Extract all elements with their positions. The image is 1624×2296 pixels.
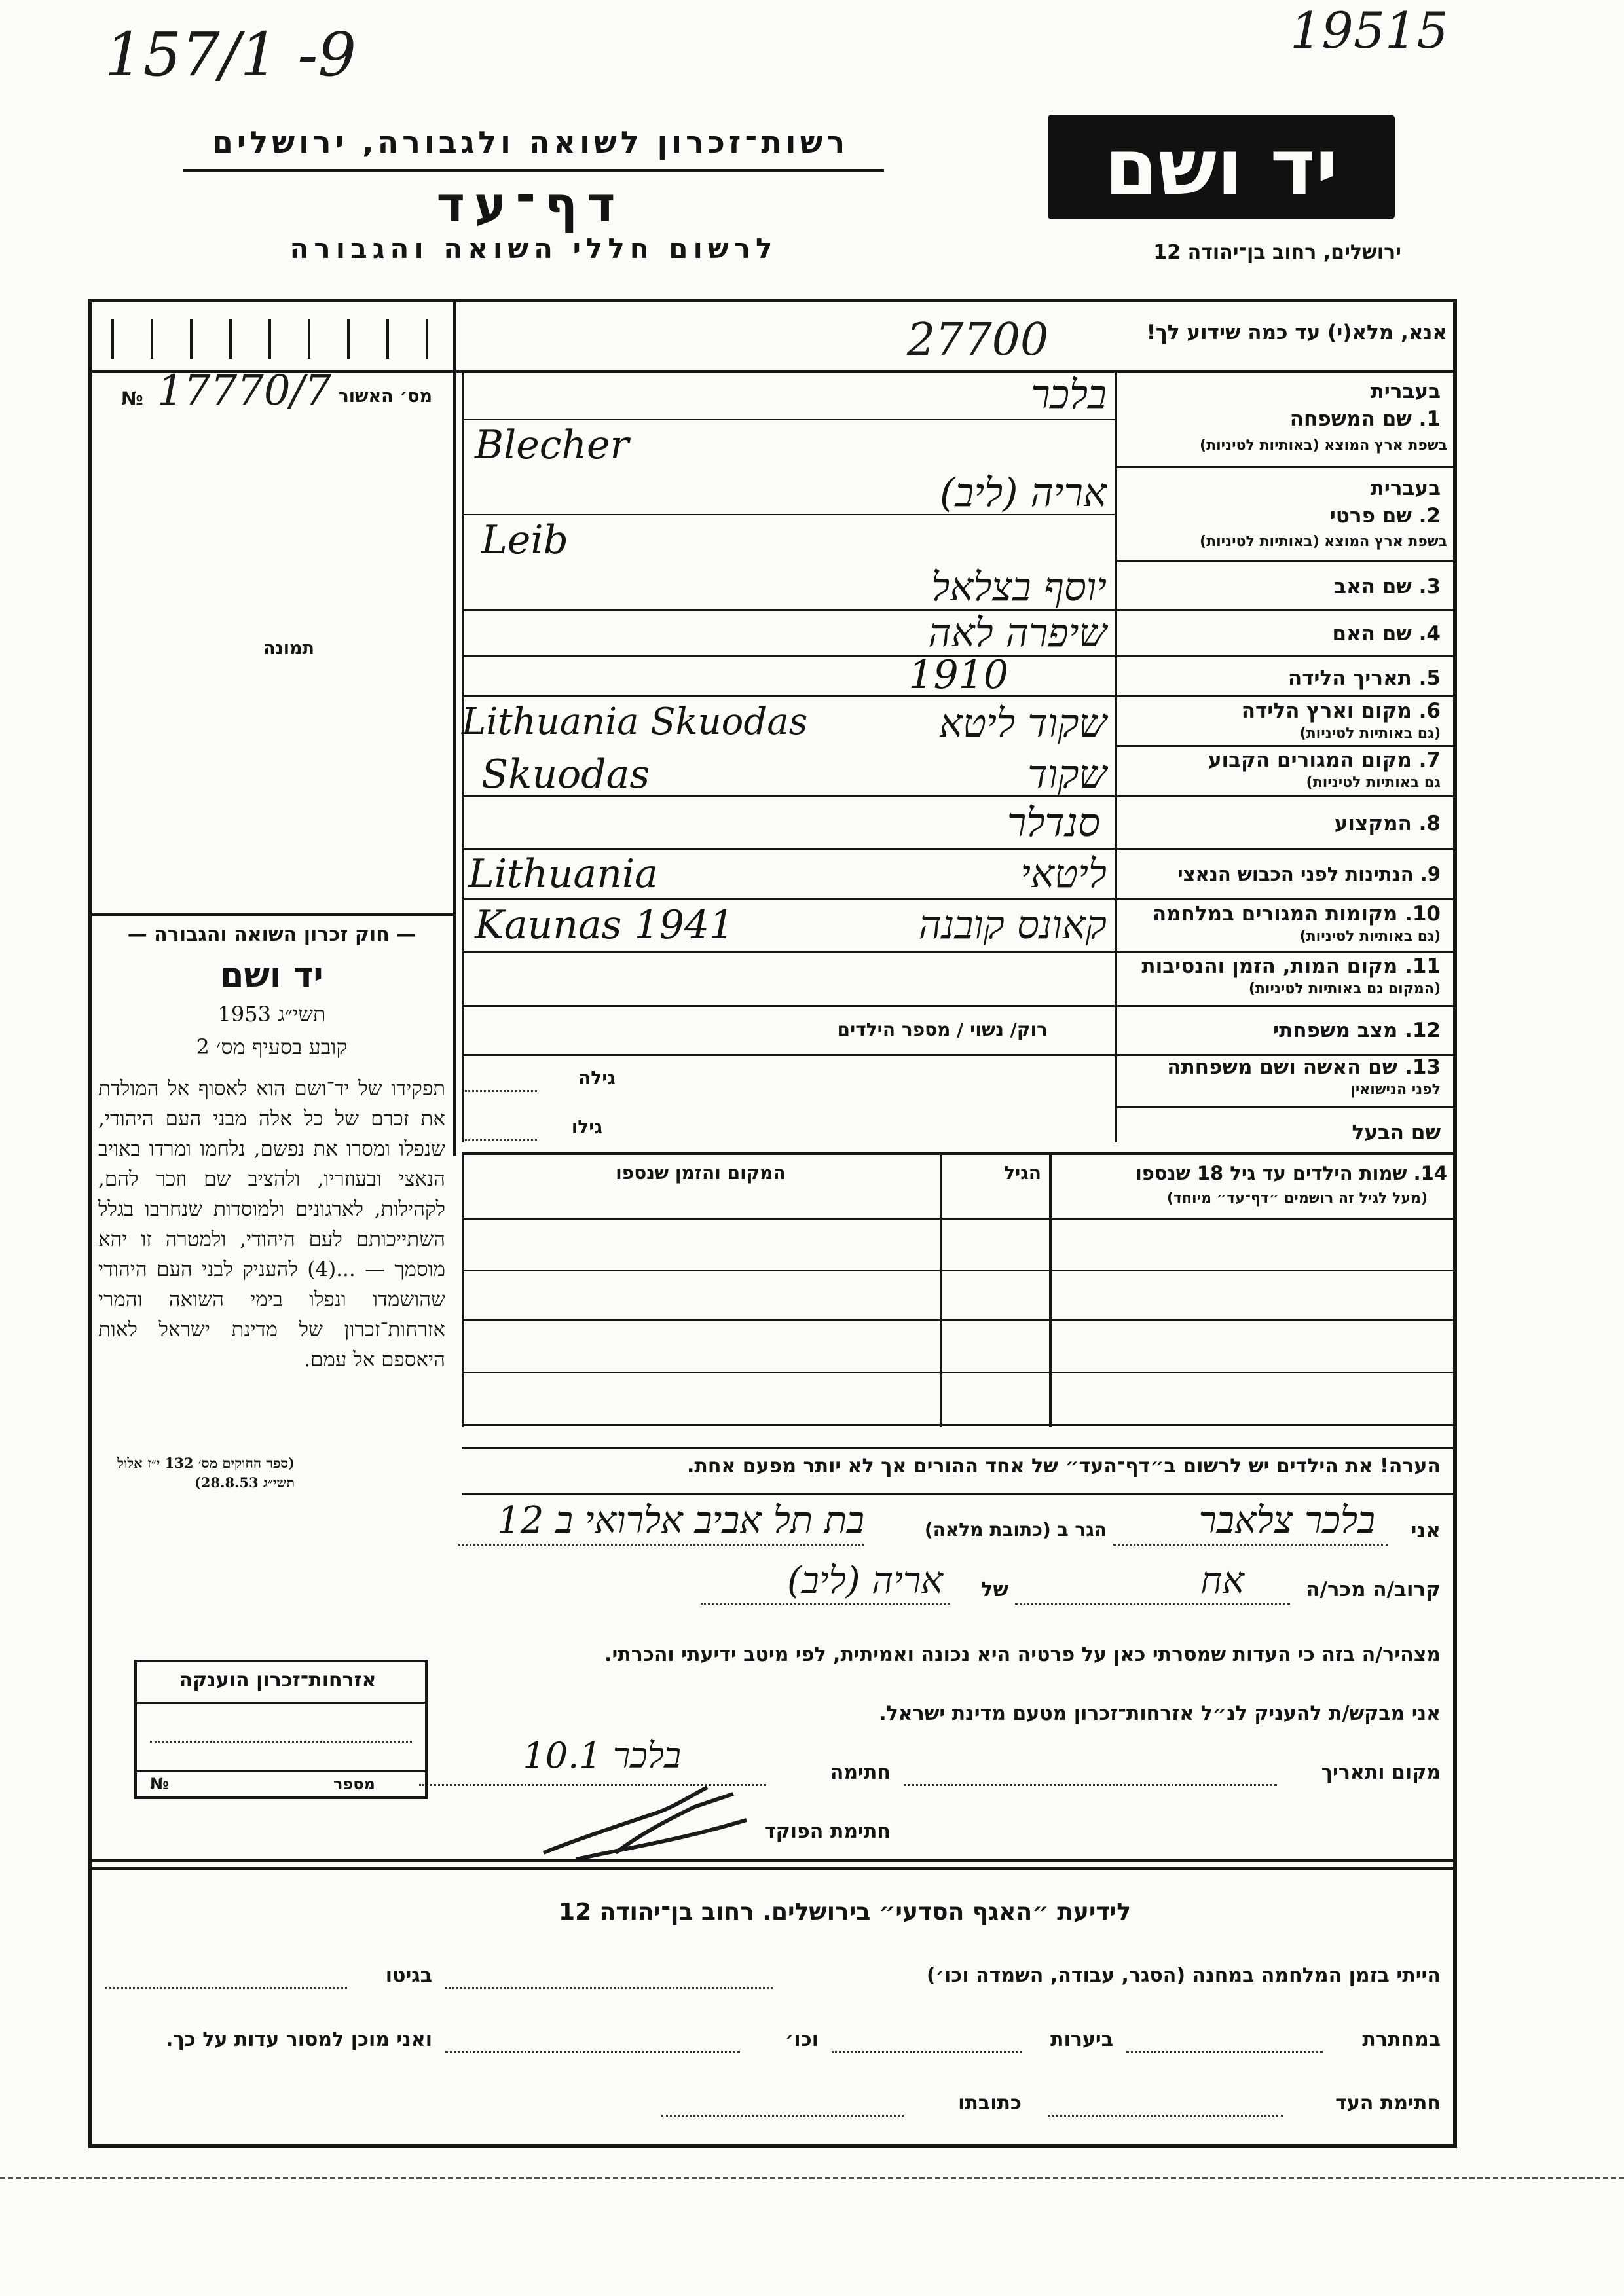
decl-place-date: מקום ותאריך	[1321, 1761, 1441, 1784]
field-label-wartime-residence	[1126, 902, 1441, 926]
field-label-residence	[1126, 748, 1441, 772]
citizenship-no-symbol: №	[150, 1775, 169, 1793]
field-text-4: שם האם	[1332, 622, 1412, 646]
value-surname-lat: Blecher	[475, 422, 629, 468]
value-firstname-lat: Leib	[481, 517, 568, 563]
field-label-death	[1126, 955, 1441, 978]
field-label-birthdate	[1126, 666, 1441, 690]
wife-age-line	[465, 1090, 537, 1092]
official-signature-scribble	[537, 1781, 753, 1866]
prompt-value: 27700	[907, 314, 1049, 366]
footer-line1: הייתי בזמן המלחמה במחנה (הסגר, עבודה, השמדה וכו׳)	[927, 1964, 1441, 1987]
footer-ghetto: בגיטו	[385, 1964, 432, 1987]
value-father: יוסף בצלאל	[931, 564, 1107, 610]
children-row-5	[462, 1424, 1455, 1426]
row-sep-14	[462, 1152, 1455, 1155]
footer-witness-line	[1048, 2115, 1283, 2117]
citizenship-title: אזרחות־זכרון הוענקה	[179, 1669, 377, 1692]
field-sub-firstname: בשפת ארץ המוצא (באותיות לטיניות)	[1200, 534, 1447, 550]
row-sep-11	[462, 1005, 1455, 1007]
archive-annotation-left: 157/1 -9	[105, 20, 356, 90]
field-num-6: 6.	[1418, 699, 1441, 723]
fields-label-divider	[1115, 370, 1117, 1142]
children-row-1	[462, 1218, 1455, 1220]
value-citizenship-lat: Lithuania	[468, 851, 658, 897]
children-col-divider-2	[940, 1152, 942, 1427]
value-birthdate: 1910	[908, 652, 1008, 698]
decl-relative-line	[1015, 1603, 1290, 1605]
photo-box-bottom	[88, 913, 456, 916]
field-text-11: מקום המות, הזמן והנסיבות	[1141, 955, 1398, 978]
footer-forests-line	[832, 2051, 1022, 2053]
value-firstname-he: אריה (ליב)	[940, 470, 1107, 516]
row-sep-9	[462, 898, 1455, 900]
value-residence-he: שקוד	[1027, 752, 1107, 797]
approval-no-symbol: №	[121, 388, 143, 409]
field-sub-residence: גם באותיות לטיניות)	[1306, 774, 1441, 791]
law-year: תשי״ג 1953	[217, 1002, 326, 1027]
decl-place-date-line	[904, 1784, 1277, 1786]
row-sep-6	[1115, 745, 1455, 747]
prompt-text: אנא, מלא(י) עד כמה שידוע לך!	[1146, 321, 1447, 344]
row-sep-13	[1115, 1106, 1455, 1108]
decl-address-value: בת תל אביב אלרואי ב 12	[497, 1499, 864, 1542]
children-col-divider-1	[1049, 1152, 1052, 1427]
yad-vashem-logo	[1048, 115, 1395, 219]
field-num-13: 13.	[1405, 1055, 1441, 1079]
law-yad-vashem: יד ושם	[220, 956, 323, 995]
value-mother: שיפרה לאה	[928, 610, 1107, 656]
children-title-text: שמות הילדים עד גיל 18 שנספו	[1135, 1162, 1407, 1184]
decl-signature: חתימה	[830, 1761, 891, 1784]
citizenship-line-1	[150, 1741, 412, 1743]
field-label-wife	[1126, 1055, 1441, 1079]
form-title: דף־עד	[436, 177, 625, 233]
logo-text: יד ושם	[1104, 122, 1338, 212]
field-hebrew-tag-1: בעברית	[1370, 380, 1441, 403]
value-wartime-residence-he: קאונס קובנה	[918, 902, 1107, 948]
footer-forests: ביערות	[1050, 2028, 1113, 2051]
field-text-6: מקום וארץ הלידה	[1241, 699, 1412, 723]
value-profession: סנדלר	[1006, 800, 1100, 846]
citizenship-title-rule	[137, 1702, 425, 1704]
authority-name: רשות־זכרון לשואה ולגבורה, ירושלים	[212, 124, 849, 160]
children-sub: (מעל לגיל זה רושמים ״דף־עד״ מיוחד)	[1166, 1190, 1428, 1207]
decl-signature-value: בלכר 10.1	[523, 1735, 681, 1776]
decl-ani: אני	[1411, 1519, 1441, 1542]
values-left-border	[462, 370, 464, 1142]
left-column-divider	[453, 299, 456, 1156]
decl-of: של	[980, 1578, 1008, 1601]
children-title	[1061, 1162, 1447, 1184]
footer-ghetto-line	[105, 1987, 347, 1989]
field-sub-surname: בשפת ארץ המוצא (באותיות לטיניות)	[1200, 437, 1447, 454]
field-label-marital	[1126, 1019, 1441, 1042]
citizenship-box	[134, 1660, 428, 1799]
decl-of-value: אריה (ליב)	[787, 1559, 943, 1602]
decl-ani-line	[1113, 1544, 1388, 1546]
footer-underground-line	[1126, 2051, 1323, 2053]
tick-box-row	[111, 313, 439, 364]
field-num-5: 5.	[1418, 666, 1441, 690]
children-col-age: הגיל	[1004, 1162, 1041, 1184]
decl-residing	[864, 1519, 1107, 1540]
archive-annotation-right: 19515	[1290, 1, 1449, 60]
decl-statement: מצהיר/ה בזה כי העדות שמסרתי כאן על פרטיה היא נכונה ואמיתית, לפי מיטב ידיעתי והכרתי.	[604, 1643, 1441, 1666]
value-wartime-residence-lat: Kaunas 1941	[475, 902, 735, 948]
field-text-12: מצב משפחתי	[1272, 1019, 1398, 1042]
decl-relative: קרוב/ה מכר/ה	[1306, 1578, 1441, 1601]
children-col-place: המקום והזמן שנספו	[616, 1162, 786, 1184]
field-label-father	[1126, 575, 1441, 598]
field-sub-wartime-residence: (גם באותיות לטיניות)	[1299, 928, 1441, 945]
field-text-5: תאריך הלידה	[1287, 666, 1412, 690]
field-sub-wife: לפני הנישואין	[1350, 1082, 1441, 1098]
row-sep-8	[462, 848, 1455, 850]
footer-etc: וכו׳	[785, 2028, 819, 2051]
field-label-profession	[1126, 812, 1441, 835]
field-sub-birthplace: (גם באותיות לטיניות)	[1299, 725, 1441, 742]
value-residence-lat: Skuodas	[481, 752, 650, 797]
field-text-1: שם המשפחה	[1289, 407, 1412, 431]
decl-official-signature: חתימת הפוקד	[764, 1820, 891, 1843]
law-section: קובע בסעיף מס׳ 2	[196, 1034, 348, 1059]
field-num-10: 10.	[1405, 902, 1441, 926]
footer-his-address: כתובתו	[958, 2092, 1022, 2115]
footer-etc-line	[445, 2051, 740, 2053]
note-top	[462, 1447, 1455, 1449]
field-text-8: המקצוע	[1334, 812, 1412, 835]
form-subtitle: לרשום חללי השואה והגבורה	[289, 232, 778, 264]
latin-line-1	[462, 419, 1116, 420]
law-citation: (ספר החוקים מס׳ 132 י״ז אלול תשי״ג 28.8.53)	[117, 1455, 295, 1491]
frame-left	[88, 299, 92, 2148]
field-num-12: 12.	[1405, 1019, 1441, 1042]
approval-number: 17770/7	[157, 367, 331, 415]
field-label-firstname	[1126, 504, 1441, 528]
footer-camp-line	[445, 1987, 773, 1989]
field-num-4: 4.	[1418, 622, 1441, 646]
decl-address-line	[458, 1544, 864, 1546]
citizenship-number-label: מספר	[333, 1775, 375, 1793]
footer-ready: ואני מוכן למסור עדות על כך.	[166, 2028, 432, 2051]
footer-heading: לידיעת ״האגף הסדעי״ בירושלים. רחוב בן־יהודה 12	[559, 1899, 1131, 1925]
field-text-13: שם האשה ושם משפחתה	[1167, 1055, 1398, 1079]
citizenship-number-row	[137, 1770, 425, 1798]
footer-witness-signature: חתימת העד	[1335, 2092, 1441, 2115]
field-text-9: הנתינות לפני הכבוש הנאצי	[1177, 863, 1414, 885]
frame-bottom	[88, 2144, 1457, 2148]
frame-right	[1453, 299, 1457, 2148]
footer-address-line	[661, 2115, 904, 2117]
field-num-7: 7.	[1418, 748, 1441, 772]
note-bottom	[462, 1493, 1455, 1495]
scan-edge	[0, 2177, 1624, 2179]
field-label-citizenship	[1126, 863, 1441, 885]
approval-label: מס׳ האשור	[338, 386, 432, 407]
field-num-1: 1.	[1418, 407, 1441, 431]
law-heading: — חוק זכרון השואה והגבורה —	[127, 923, 416, 946]
footer-rule-2	[88, 1867, 1457, 1870]
children-row-4	[462, 1372, 1455, 1373]
field-text-7: מקום המגורים הקבוע	[1208, 748, 1412, 772]
decl-request: אני מבקש/ת להעניק לנ״ל אזרחות־זכרון מטעם מדינת ישראל.	[879, 1702, 1441, 1725]
field-num-8: 8.	[1418, 812, 1441, 835]
children-left-border	[462, 1152, 464, 1427]
value-surname-he: בלכר	[1031, 372, 1107, 418]
decl-full-address: (כתובת מלאה)	[924, 1519, 1051, 1540]
husband-age-line	[465, 1139, 537, 1141]
field-label-mother	[1126, 622, 1441, 646]
field-sub-death: (המקום גם באותיות לטיניות)	[1248, 981, 1441, 997]
field-text-2: שם פרטי	[1329, 504, 1412, 528]
field-hebrew-tag-2: בעברית	[1370, 477, 1441, 500]
field-num-9: 9.	[1420, 863, 1441, 885]
field-num-11: 11.	[1405, 955, 1441, 978]
children-num: 14.	[1413, 1162, 1447, 1184]
field-text-14: שם הבעל	[1352, 1121, 1441, 1144]
field-text-10: מקומות המגורים במלחמה	[1152, 902, 1398, 926]
field-label-husband	[1126, 1121, 1441, 1144]
children-row-2	[462, 1270, 1455, 1271]
children-row-3	[462, 1319, 1455, 1321]
row-sep-1	[1115, 466, 1455, 468]
footer-underground: במחתרת	[1362, 2028, 1441, 2051]
wife-age-label: גילה	[578, 1067, 616, 1089]
frame-top	[88, 299, 1457, 302]
row-sep-10	[462, 951, 1455, 953]
header-rule	[183, 169, 884, 172]
decl-residing-text: הגר ב	[1057, 1519, 1107, 1540]
husband-age-label: גילו	[571, 1116, 602, 1138]
value-marital: רוק/ נשוי / מספר הילדים	[837, 1019, 1048, 1040]
decl-ani-value: בלכר צלאבר	[1198, 1499, 1375, 1542]
row-sep-2	[1115, 560, 1455, 562]
value-birthplace-he: שקוד ליטא	[938, 701, 1107, 746]
law-body: תפקידו של יד־ושם הוא לאסוף אל המולדת את זכרם של כל אלה מבני העם היהודי, שנפלו ומסרו את נפשם, נלחמו ומרדו באויב הנאצי ובעוזריו, ולהציב שם וזכר להם, לקהילות, לארגונים ולמוסדות שנחרבו בגלל השתייכותם לעם היהודי, ולמטרה זו יהא מוסמך — ...(4) להעניק לבני העם היהודי שהושמדו ונפלו בימי השואה והמרי אזרחות־זכרון של מדינת ישראל לאות היאספם אל עמם.	[98, 1077, 445, 1372]
header-address: ירושלים, רחוב בן־יהודה 12	[1153, 241, 1401, 264]
decl-relative-value: אח	[1200, 1559, 1244, 1602]
decl-of-line	[701, 1603, 950, 1605]
field-num-2: 2.	[1418, 504, 1441, 528]
field-num-3: 3.	[1418, 575, 1441, 598]
note-text: הערה! את הילדים יש לרשום ב״דף־העד״ של אחד ההורים אך לא יותר מפעם אחת.	[687, 1455, 1441, 1478]
value-citizenship-he: ליטאי	[1020, 851, 1107, 897]
field-label-birthplace	[1126, 699, 1441, 723]
field-label-surname	[1126, 407, 1441, 431]
photo-label: תמונה	[263, 638, 314, 659]
footer-rule-1	[88, 1859, 1457, 1862]
field-text-3: שם האב	[1334, 575, 1412, 598]
value-birthplace-lat: Lithuania Skuodas	[462, 701, 808, 743]
